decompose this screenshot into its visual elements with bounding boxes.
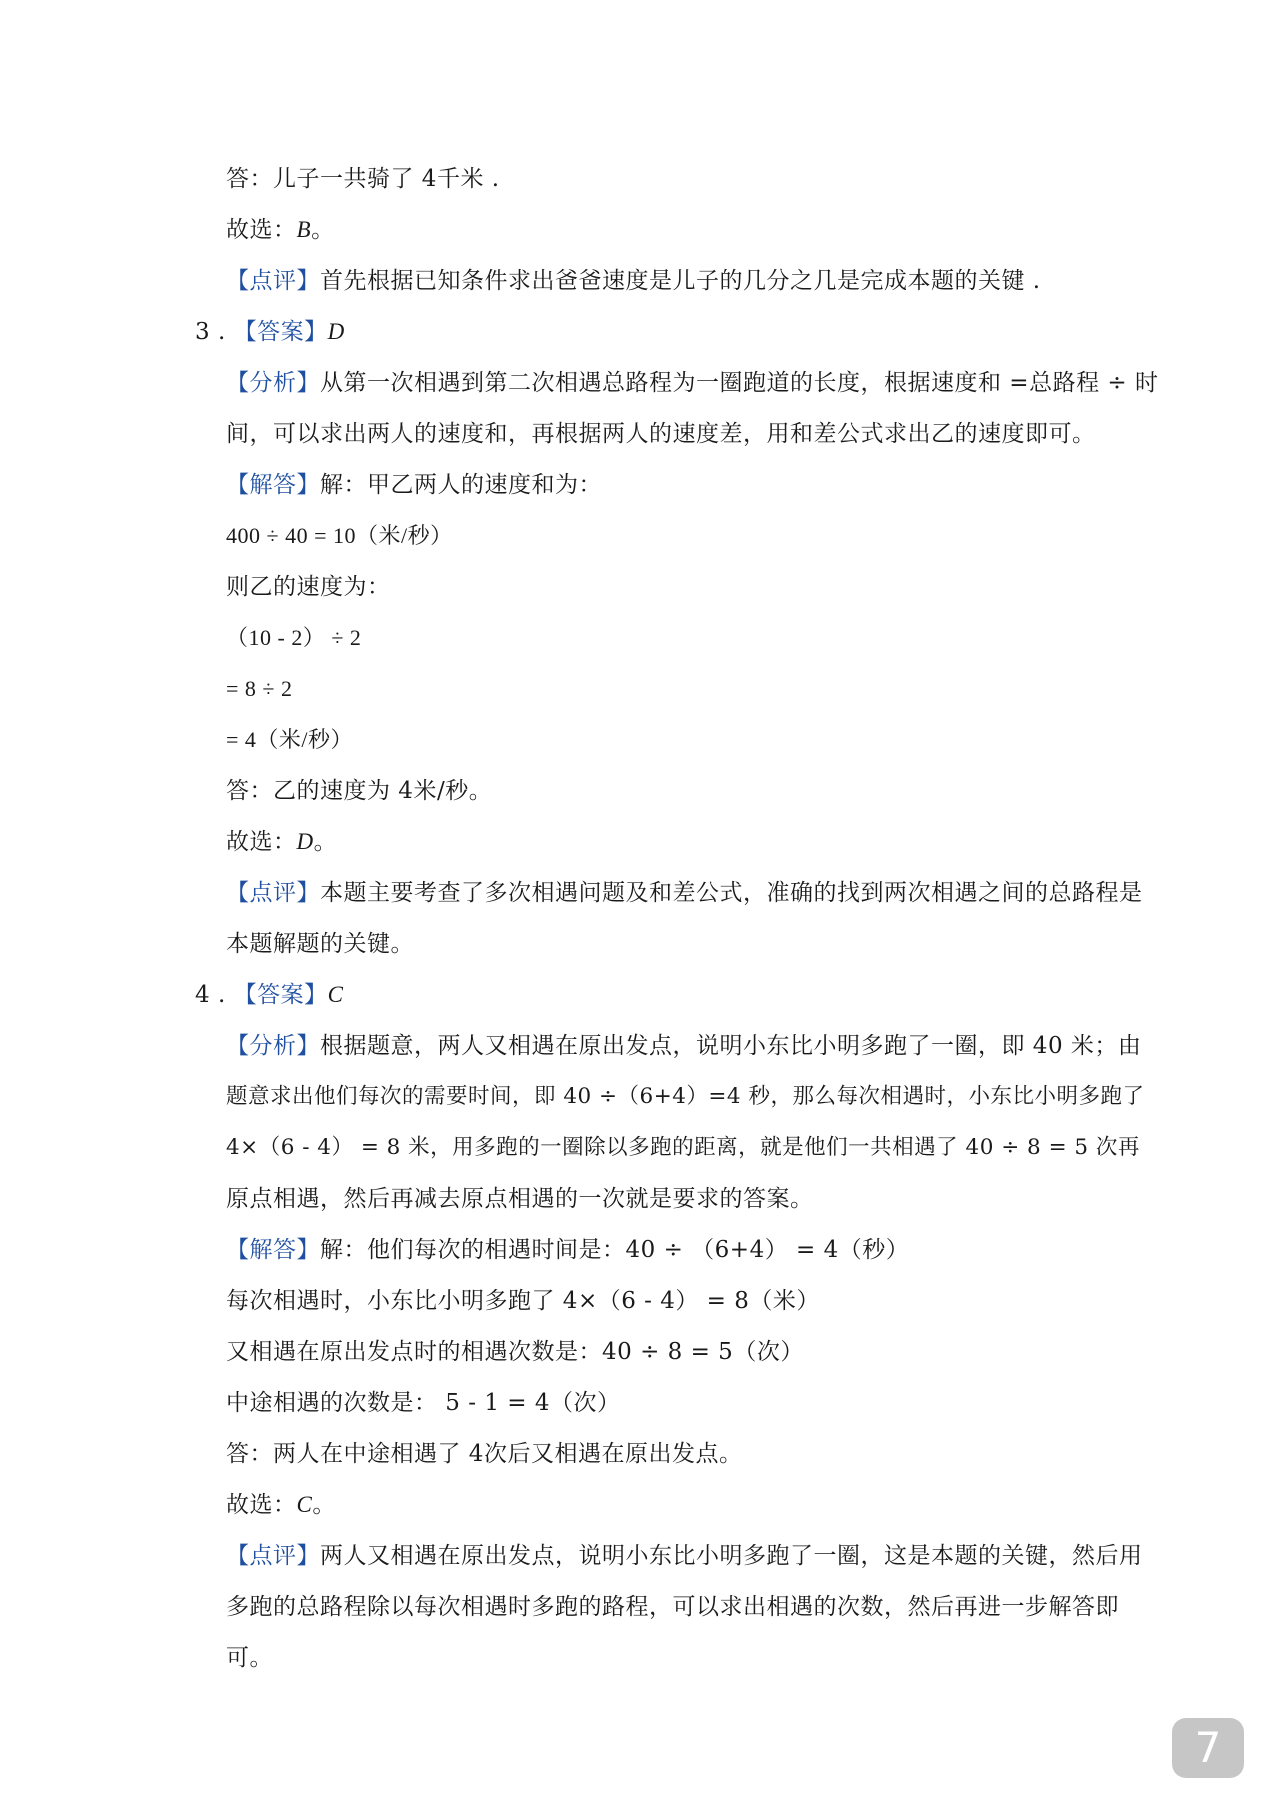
- q3-analysis-line-2: [226, 417, 1096, 451]
- q4-choice-letter: C: [296, 1492, 313, 1517]
- q4-comment-text-1: 两人又相遇在原出发点，说明小东比小明多跑了一圈，这是本题的关键，然后用: [320, 1543, 1143, 1569]
- comment-tag: 【点评】: [226, 880, 320, 906]
- q3-choice-line: [226, 825, 337, 859]
- q3-answer-line: [195, 315, 345, 349]
- q3-choice-prefix: 故选：: [226, 829, 297, 855]
- comment-tag: 【点评】: [226, 1543, 320, 1569]
- q4-choice-prefix: 故选：: [226, 1492, 297, 1518]
- q3-step-4: = 8 ÷ 2: [226, 676, 293, 701]
- q3-comment-line-1: [226, 876, 1143, 910]
- q3-answer-letter: D: [327, 319, 345, 344]
- q4-solution-text-1: 解：他们每次的相遇时间是：40 ÷ （6+4） = 4（秒）: [320, 1237, 910, 1263]
- q3-choice-suffix: 。: [313, 829, 338, 855]
- q2-choice-letter: B: [296, 217, 312, 242]
- q4-comment-line-3: 可。: [226, 1645, 273, 1671]
- q2-choice-prefix: 故选：: [226, 217, 297, 243]
- q3-step-2: 则乙的速度为：: [226, 574, 391, 600]
- q3-solution-intro: 解：甲乙两人的速度和为：: [320, 472, 602, 498]
- q4-analysis-line-2: 题意求出他们每次的需要时间，即 40 ÷（6+4）=4 秒，那么每次相遇时，小东比小明多跑了: [226, 1084, 1145, 1109]
- q4-analysis-text-1: 根据题意，两人又相遇在原出发点，说明小东比小明多跑了一圈，即 40 米；由: [320, 1033, 1142, 1059]
- q4-analysis-line-4: 原点相遇，然后再减去原点相遇的一次就是要求的答案。: [226, 1186, 814, 1212]
- q4-comment-line-2: 多跑的总路程除以每次相遇时多跑的路程，可以求出相遇的次数，然后再进一步解答即: [226, 1594, 1119, 1620]
- q3-conclusion: 答：乙的速度为 4米/秒。: [226, 778, 493, 804]
- q2-choice-line: [226, 213, 335, 247]
- q3-solution-line: [226, 468, 602, 502]
- q4-analysis-line-3: 4×（6 - 4） = 8 米，用多跑的一圈除以多跑的距离，就是他们一共相遇了 40 ÷ 8 = 5 次再: [226, 1135, 1140, 1160]
- q2-comment-text: 首先根据已知条件求出爸爸速度是儿子的几分之几是完成本题的关键 .: [320, 268, 1041, 294]
- q2-answer-text: 答：儿子一共骑了 4千米 .: [226, 166, 500, 192]
- q3-analysis-text-2: 间，可以求出两人的速度和，再根据两人的速度差，用和差公式求出乙的速度即可。: [226, 421, 1096, 447]
- page-number-badge: 7: [1172, 1718, 1244, 1778]
- q4-solution-line-1: [226, 1233, 909, 1267]
- q3-analysis-text-1: 从第一次相遇到第二次相遇总路程为一圈跑道的长度，根据速度和 =总路程 ÷ 时: [320, 370, 1159, 396]
- solution-tag: 【解答】: [226, 472, 320, 498]
- q3-number: 3 .: [195, 319, 226, 345]
- q4-choice-line: [226, 1488, 336, 1522]
- q3-step-3: （10 - 2） ÷ 2: [226, 625, 362, 650]
- q3-step-5: = 4（米/秒）: [226, 727, 354, 752]
- q4-solution-line-2: 每次相遇时，小东比小明多跑了 4×（6 - 4） = 8（米）: [226, 1288, 820, 1314]
- q4-answer-letter: C: [327, 982, 344, 1007]
- q4-answer-line: [195, 978, 343, 1012]
- q4-solution-line-3: 又相遇在原出发点时的相遇次数是：40 ÷ 8 = 5（次）: [226, 1339, 804, 1365]
- q3-analysis-line-1: [226, 366, 1158, 400]
- q4-conclusion: 答：两人在中途相遇了 4次后又相遇在原出发点。: [226, 1441, 743, 1467]
- analysis-tag: 【分析】: [226, 370, 320, 396]
- answer-tag: 【答案】: [233, 319, 328, 345]
- q3-comment-line-2: 本题解题的关键。: [226, 931, 414, 957]
- analysis-tag: 【分析】: [226, 1033, 320, 1059]
- q4-number: 4 .: [195, 982, 226, 1008]
- comment-tag: 【点评】: [226, 268, 320, 294]
- solution-tag: 【解答】: [226, 1237, 320, 1263]
- q4-choice-suffix: 。: [312, 1492, 336, 1518]
- q2-comment-line: [226, 264, 1041, 298]
- q3-choice-letter: D: [296, 829, 314, 854]
- q2-choice-suffix: 。: [311, 217, 335, 243]
- q3-step-1: 400 ÷ 40 = 10（米/秒）: [226, 523, 453, 548]
- q4-comment-line-1: [226, 1539, 1143, 1573]
- q4-analysis-line-1: [226, 1029, 1141, 1063]
- q4-solution-line-4: 中途相遇的次数是： 5 - 1 = 4（次）: [226, 1390, 621, 1416]
- q2-answer-line: [226, 162, 500, 196]
- q3-comment-text-1: 本题主要考查了多次相遇问题及和差公式，准确的找到两次相遇之间的总路程是: [320, 880, 1143, 906]
- answer-tag: 【答案】: [233, 982, 328, 1008]
